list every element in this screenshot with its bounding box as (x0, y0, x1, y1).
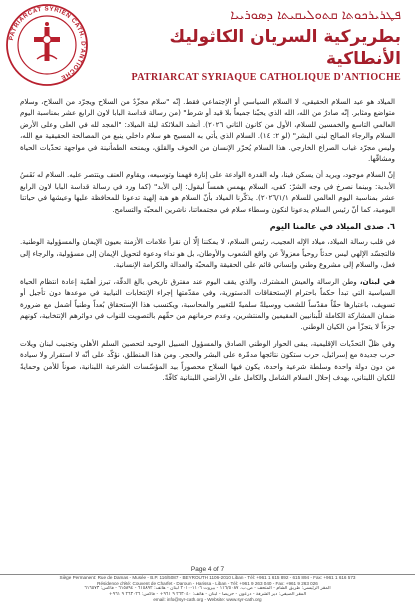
paragraph: إنّ السلام موجود، ويريد أن يسكن فينا، وله القدرة الوادعة على إنارة فهمنا وتوسيعه، ويقاوم العنف ويتتصر عليه. السلام له نَفَسُ الأبدية: وبينما نصرخ في وجه الشرّ: كفى، السلام يهمس همساً ليقول: إلى الأبد" (كما ورد في رسالة قداسة البابا لاون الرابع عشر بمناسبة اليوم العالمي للسلام ٢٠٢٦/١/١). يذكّرنا الميلاد بأنّ السلام هو هبة إلهية تدعونا للمحافظة عليها وعيشها في حياتنا اليومية، كما أنّ رئيس السلام يدعونا لنكون وسطاء سلام في مجتمعاتنا، ناشرين المحبّة والتسامح. (20, 170, 395, 214)
svg-text:PATRIARCAT SYRIEN CATH. D'ANTI: PATRIARCAT SYRIEN CATH. D'ANTIOCHE (7, 5, 87, 82)
footer-address-line: Résidence d'été: Couvent de Charfet - Daroun - Harissa - Liban - Tél: +961 9 263 040 - Fax: +961 9 263 026 (97, 580, 318, 586)
paragraph-text: وطن الرسالة والعيش المشترك، والذي يقف اليوم عند مفترق تاريخي بالغ الدقّة، تبرز أهمّية إعادة انتظام الحياة السياسية التي تبدأ حكماً باحترام الإستحقاقات الدستورية، وفي مقدّمتها إجراء الإنتخابات النيابية في موعدها دون تأجيل أو تسويف، باعتبارها حقّاً مقدّساً للشعب ووسيلةً سلميةً للتغيير والمحاسبة، ويكتسب هذا الإستحقاق بُعداً وطنياً أشمل مع ضرورة ضمان المشاركة الكاملة للّبنانيين المقيمين والمنتشرين، وعدم حرمانهم من حقّهم بالتصويت للنواب في دوائرهم الإنتخابية، كونهم جزءاً لا يتجزّأ من الكيان الوطني. (20, 276, 395, 332)
patriarchate-seal-icon (4, 2, 90, 88)
footer-address-line: المقر الرئيسي: طريق الشام - المتحف - ص.ب. ١١٦/٥٠٨٧ - بيروت ١١٠٦-٢٠١٠ لبنان - هاتف: ٦١٥٨٩٢ - ٦١٥٨٩٤ - فاكس: ٦١٦٥٧٣ (84, 586, 331, 592)
letterhead (0, 0, 415, 96)
letter-body (20, 96, 395, 561)
footer-address-line: المقر الصيفي: دير الشرفة - درعون - حريصا - لبنان - هاتف: ٢٦٣٠٤٠ ٩ ٩٦١+ - فاكس: ٢٦٣٠٢٦ ٩ ٩٦١+ (108, 591, 307, 597)
page-number: Page 4 of 7 (190, 566, 225, 573)
footer-address-line: Siège Permanent: Rue de Damas - Musée - B.P. 116/5087 - BEYROUTH 1106-2010 Liban - Tél: +961 1 615 892 - 615 894 - Fax: +961 1 616 573 (59, 575, 356, 580)
arabic-title: بطريركية السريان الكاثوليك الأنطاكية (169, 27, 401, 69)
paragraph: الميلاد هو عيد السلام الحقيقي، لا السلام السياسي أو الإجتماعي فقط. إنّه "سلام مجزّدٌ من السلاح ويجرّد من السلاح، وسلام متواضع ومثابر. إنّه صادرٌ من الله، الله الذي يحبّنا جميعاً بلا قيد أو شرط" (من رسالة قداسة البابا لاون الرابع عشر بمناسبة اليوم العالمي التاسع والخمسين للسلام، الأول من كانون الثاني ٢٠٢٦). أنشد الملائكة ليلة الميلاد: "المجد لله في العلى وعلى الأرض السلام والرجاء الصالح لبني البشر" (لو ٢: ١٤). السلام الذي يأتي به المسيح هو سلام داخلي ينبع من المصالحة الحقيقية مع الله، وليس مجرّد غياب الصراع الخارجي. هذا السلام يُحرّر الإنسان من الخوف والقلق، ويمنحه الطمأنينة في مواجهة تحدّيات الحياة ومشاقّها. (20, 97, 395, 164)
section-heading: ٦. صدى الميلاد في عالمنا اليوم (269, 221, 395, 232)
paragraph (20, 276, 395, 333)
paragraph: وفي ظلّ التحدّيات الإقليمية، يبقى الحوار الوطني الصادق والمسؤول السبيل الوحيد لتحصين السلم الأهلي وتجنيب لبنان ويلات حرب جديدة مع إسرائيل، حرب ستكون نتائجها مدمّرة على البشر والحجر. ومن هذا المنطلق، نؤكّد على أنّه لا استقرار ولا سيادة من دون دولة واحدة وسلطة شرعية واحدة، يكون فيها السلاح محصوراً بيد المؤسّسات الشرعية اللبنانية، صوناً للأمن وحمايةً للكيان اللبناني، بهدف إحلال السلام الشامل والكامل على الأراضي اللبنانية كافّةً. (20, 338, 395, 382)
footer-contact-line: email: info@syr-cath.org - Website: www.syr-cath.org (153, 597, 262, 603)
paragraph-lead: في لبنان، (359, 276, 395, 286)
french-title: PATRIARCAT SYRIAQUE CATHOLIQUE D'ANTIOCHE (131, 72, 401, 83)
syriac-title: ܦܛܪܝܪܟܘܬܐ ܩܬܘܠܝܩܝܬܐ ܕܣܘܪܝܝܐ (230, 8, 401, 23)
letterhead-titles (101, 8, 401, 85)
paragraph: في قلب رسالة الميلاد، ميلاد الإله العجيب، رئيس السلام، لا يمكننا إلّا أن نقرأ علامات الأزمنة بعيون الإيمان والمسؤولية الوطنية. فالتجسّد الإلهي ليس حدثاً روحياً معزولاً عن واقع الشعوب والأوطان، بل هو نداء ودعوة لتحويل الإيمان إلى مسؤولية، والرجاء إلى فعل، والسلام إلى مشروع وطني وإنساني قائم على الحقيقة والمحبّة والعدالة والكرامة الإنسانية. (20, 237, 395, 270)
letterhead-footer (0, 574, 415, 601)
